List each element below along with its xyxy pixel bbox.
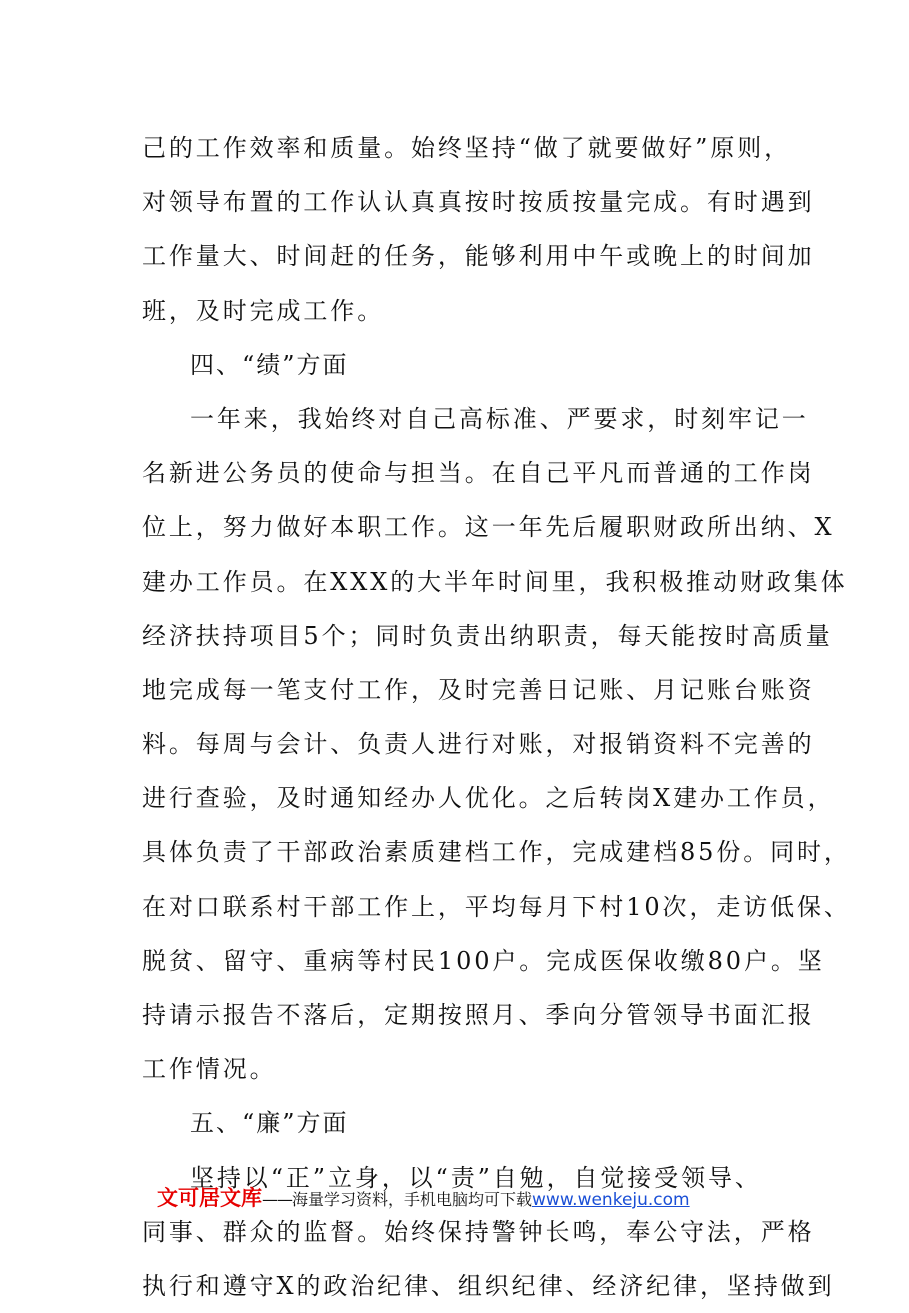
body-line: 具体负责了干部政治素质建档工作，完成建档85份。同时，	[142, 838, 851, 867]
body-line: 名新进公务员的使命与担当。在自己平凡而普通的工作岗	[142, 459, 815, 488]
body-line: 一年来，我始终对自己高标准、严要求，时刻牢记一	[190, 404, 809, 433]
body-line: 班，及时完成工作。	[142, 296, 385, 325]
footer-banner	[157, 1180, 690, 1216]
body-line: 工作量大、时间赶的任务，能够利用中午或晚上的时间加	[142, 242, 815, 271]
body-line: 己的工作效率和质量。始终坚持“做了就要做好”原则，	[142, 134, 792, 162]
body-line: 工作情况。	[142, 1055, 277, 1084]
body-line: 进行查验，及时通知经办人优化。之后转岗X建办工作员，	[142, 784, 835, 813]
footer-brand: 文可居文库	[157, 1186, 262, 1210]
body-line: 地完成每一笔支付工作，及时完善日记账、月记账台账资	[142, 675, 815, 704]
body-line: 建办工作员。在XXX的大半年时间里，我积极推动财政集体	[142, 567, 848, 596]
section-heading-4: 四、“绩”方面	[190, 350, 349, 379]
footer-slogan: 海量学习资料，手机电脑均可下载	[292, 1190, 533, 1209]
body-line: 位上，努力做好本职工作。这一年先后履职财政所出纳、X	[142, 513, 835, 542]
body-line: 坚持以“正”立身，以“责”自勉，自觉接受领导、	[190, 1163, 762, 1192]
body-line: 同事、群众的监督。始终保持警钟长鸣，奉公守法，严格	[142, 1217, 815, 1246]
body-line: 料。每周与会计、负责人进行对账，对报销资料不完善的	[142, 730, 815, 759]
body-line: 执行和遵守X的政治纪律、组织纪律、经济纪律，坚持做到	[142, 1271, 835, 1300]
body-line: 在对口联系村干部工作上，平均每月下村10次，走访低保、	[142, 892, 851, 921]
body-line: 持请示报告不落后，定期按照月、季向分管领导书面汇报	[142, 1001, 815, 1029]
footer-dash: ——	[262, 1190, 292, 1209]
body-line: 对领导布置的工作认认真真按时按质按量完成。有时遇到	[142, 188, 815, 217]
document-body	[142, 121, 851, 1313]
body-line: 脱贫、留守、重病等村民100户。完成医保收缴80户。坚	[142, 946, 825, 975]
body-line: 经济扶持项目5个；同时负责出纳职责，每天能按时高质量	[142, 621, 833, 650]
footer-url-link[interactable]: www.wenkeju.com	[532, 1190, 690, 1210]
section-heading-5: 五、“廉”方面	[190, 1109, 349, 1138]
